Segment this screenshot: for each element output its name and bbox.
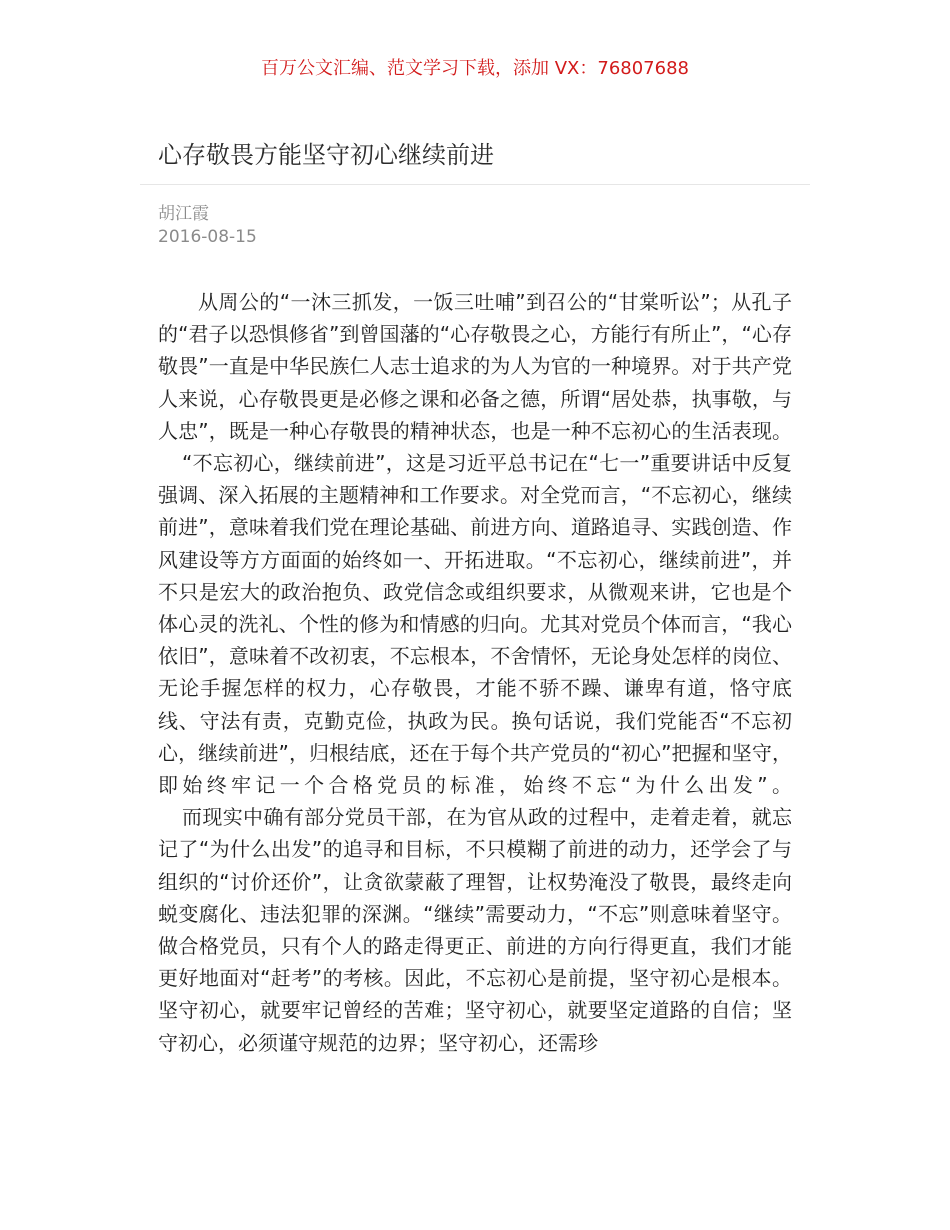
promo-banner: 百万公文汇编、范文学习下载，添加 VX：76807688: [261, 58, 689, 79]
article-date: 2016-08-15: [158, 227, 257, 247]
article-body: [158, 286, 792, 1059]
article-paragraph: 从周公的“一沐三抓发，一饭三吐哺”到召公的“甘棠听讼”；从孔子的“君子以恐惧修省”到曾国藩的“心存敬畏之心，方能行有所止”，“心存敬畏”一直是中华民族仁人志士追求的为人为官的一种境界。对于共产党人来说，心存敬畏更是必修之课和必备之德，所谓“居处恭，执事敬，与人忠”，既是一种心存敬畏的精神状态，也是一种不忘初心的生活表现。: [158, 290, 792, 443]
article-author: 胡江霞: [158, 204, 209, 224]
article-paragraph: 而现实中确有部分党员干部，在为官从政的过程中，走着走着，就忘记了“为什么出发”的追寻和目标，不只模糊了前进的动力，还学会了与组织的“讨价还价”，让贪欲蒙蔽了理智，让权势淹没了敬畏，最终走向蜕变腐化、违法犯罪的深渊。“继续”需要动力，“不忘”则意味着坚守。做合格党员，只有个人的路走得更正、前进的方向行得更直，我们才能更好地面对“赶考”的考核。因此，不忘初心是前提，坚守初心是根本。坚守初心，就要牢记曾经的苦难；坚守初心，就要坚定道路的自信；坚守初心，必须谨守规范的边界；坚守初心，还需珍: [158, 805, 792, 1055]
title-divider: [140, 184, 810, 185]
article-paragraph: “不忘初心，继续前进”，这是习近平总书记在“七一”重要讲话中反复强调、深入拓展的主题精神和工作要求。对全党而言，“不忘初心，继续前进”，意味着我们党在理论基础、前进方向、道路追寻、实践创造、作风建设等方方面面的始终如一、开拓进取。“不忘初心，继续前进”，并不只是宏大的政治抱负、政党信念或组织要求，从微观来讲，它也是个体心灵的洗礼、个性的修为和情感的归向。尤其对党员个体而言，“我心依旧”，意味着不改初衷，不忘根本，不舍情怀，无论身处怎样的岗位、无论手握怎样的权力，心存敬畏，才能不骄不躁、谦卑有道，恪守底线、守法有责，克勤克俭，执政为民。换句话说，我们党能否“不忘初心，继续前进”，归根结底，还在于每个共产党员的“初心”把握和坚守，即始终牢记一个合格党员的标准，始终不忘“为什么出发”。: [158, 451, 792, 798]
article-title: 心存敬畏方能坚守初心继续前进: [158, 141, 494, 169]
